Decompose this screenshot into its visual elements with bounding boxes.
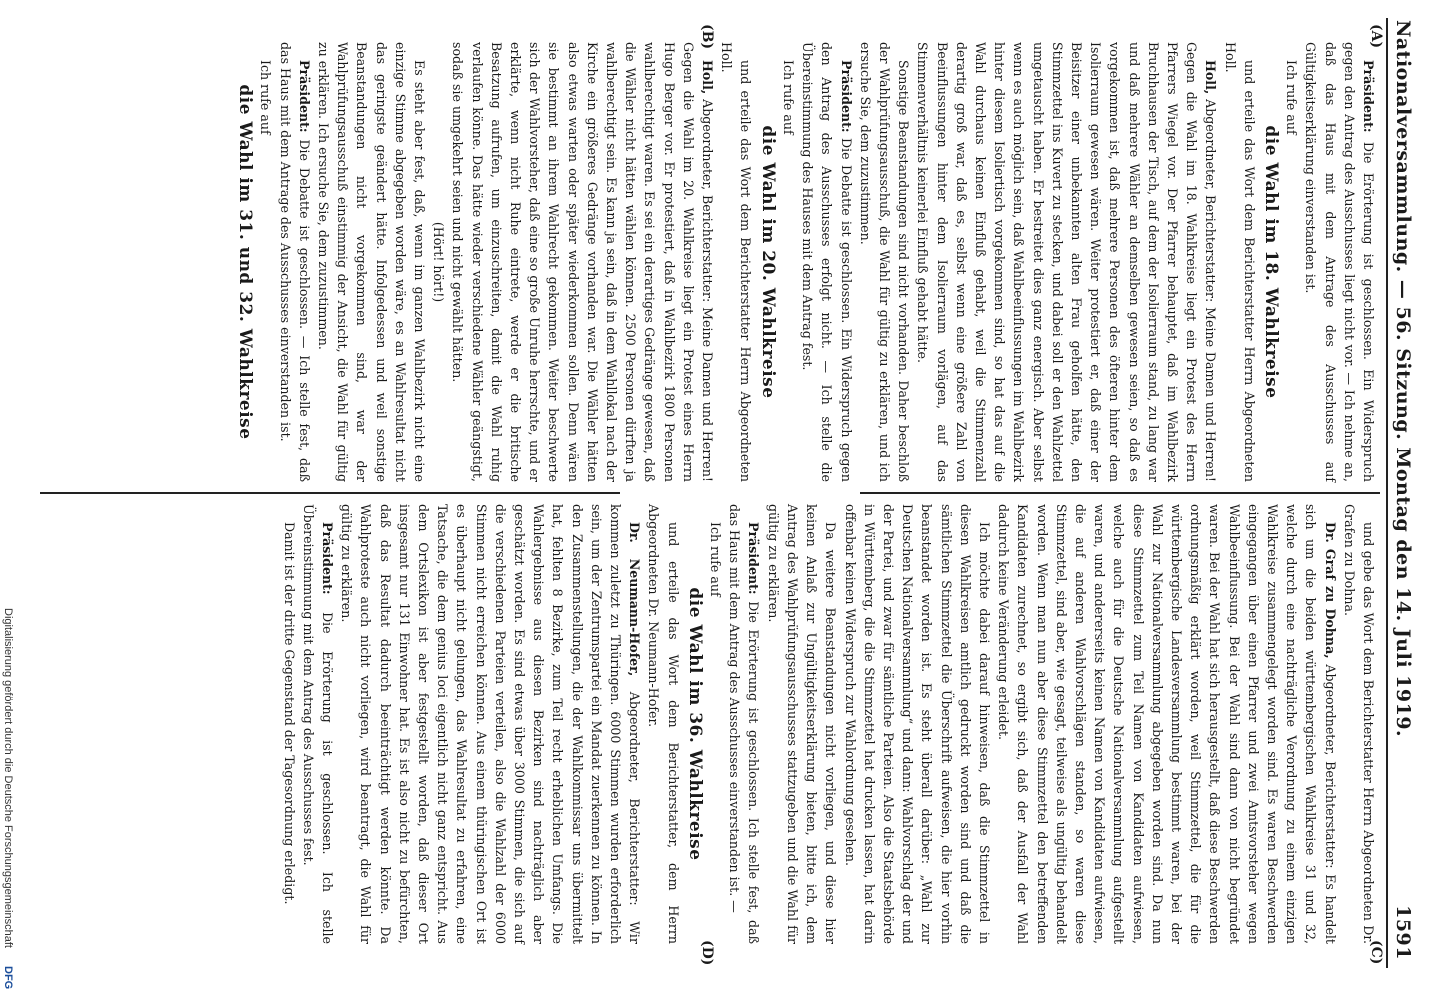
paragraph: und erteile das Wort dem Berichterstatter Herrn Abgeordneten Holl. — [1222, 42, 1257, 482]
interjection: (Hört! hört!) — [431, 221, 447, 303]
speaker-label: Präsident: — [838, 60, 854, 133]
speaker-label: Dr. Graf zu Dohna, — [1322, 522, 1338, 659]
paragraph: Ich rufe auf — [1284, 60, 1300, 135]
paragraph: und erteile das Wort dem Berichterstatter Herrn Abgeordneten Holl. — [719, 42, 754, 482]
paragraph: Damit ist der dritte Gegenstand der Tagesordnung erledigt. — [281, 522, 297, 905]
marker-a: (A) — [1368, 24, 1384, 49]
paragraph: Die Erörterung ist geschlossen. Ich stelle Übereinstimmung mit dem Antrag des Ausschusses fest. — [300, 504, 336, 944]
paragraph: Die Debatte ist geschlossen. Ein Widerspruch gegen den Antrag des Ausschusses erfolgt nicht. — Ich stelle die Übereinstimmung des Hauses mit dem Antrag fest. — [800, 42, 854, 482]
speaker-label: Dr. Neumann-Hofer, — [627, 522, 643, 677]
dfg-logo: DFG — [2, 966, 14, 990]
paragraph: Ich rufe auf — [258, 60, 274, 135]
paragraph: Die Erörterung ist geschlossen. Ich stelle fest, daß das Haus mit dem Antrag des Ausschusses einverstanden ist. — — [727, 504, 762, 944]
marker-b: (B) — [699, 24, 715, 50]
section-heading: die Wahl im 18. Wahlkreise — [1260, 125, 1281, 399]
page-header — [1388, 20, 1418, 960]
speaker-label: Präsident: — [320, 522, 336, 595]
column-divider-right — [860, 492, 1380, 494]
right-column — [38, 504, 1378, 944]
column-divider — [40, 492, 620, 494]
paragraph: Die Debatte ist geschlossen. — Ich stelle fest, daß das Haus mit dem Antrage des Ausschusses einverstanden ist. — [277, 42, 312, 482]
paragraph: Es steht aber fest, daß, wenn im ganzen Wahlbezirk nicht eine einzige Stimme abgegeben worden wäre, es an Wahlresultat nicht das geringste geändert hätte. Infolgedessen und weil sonstige Beanstandungen nicht vorgekommen sind, war der Wahlprüfungsausschuß einstimmig der Ansicht, die Wahl für gültig zu erklären. Ich ersuche Sie, dem zuzustimmen. — [316, 42, 428, 482]
paragraph: Abgeordneter, Berichterstatter: Meine Damen und Herren! Gegen die Wahl im 18. Wahlkreise liegt ein Protest des Herrn Pfarrers Wiegel vor. Der Pfarrer behauptet, daß im Wahlbezirk Bruchhausen der Tisch, auf dem der Isolierraum stand, zu lang war und daß mehrere Wähler an demselben gewesen seien, so daß es vorgekommen ist, daß mehrere Personen des öfteren hinter dem Isolierraum gewesen wären. Weiter protestiert er, daß einer der Beisitzer einer unbekannten alten Frau geholfen hätte, den Stimmzettel ins Kuvert zu stecken, und dabei soll er den Wahlzettel umgetauscht haben. Er bestreitet dies ganz energisch. Aber selbst wenn es auch möglich sein, daß Wahlbeeinflussungen im Wahlbezirk hinter diesem Isoliertisch vorgekommen sind, so hat das auf die Wahl durchaus keinen Einfluß gehabt, weil die Stimmenzahl derartig groß war, daß es, selbst wenn eine größere Zahl von Beeinflussungen hinter dem Isolierraum vorlägen, auf das Stimmenverhältnis keinerlei Einfluß gehabt hätte. — [915, 42, 1219, 482]
paragraph: Sonstige Beanstandungen sind nicht vorhanden. Daher beschloß der Wahlprüfungsausschuß, die Wahl für gültig zu erklären, und ich ersuche Sie, dem zuzustimmen. — [857, 42, 912, 482]
paragraph: Ich rufe auf — [708, 522, 724, 597]
section-heading: die Wahl im 20. Wahlkreise — [757, 125, 778, 399]
section-heading: die Wahl im 36. Wahlkreise — [684, 587, 705, 861]
speaker-label: Präsident: — [746, 522, 762, 595]
header-rule — [1386, 18, 1388, 968]
paragraph: Ich möchte dabei darauf hinweisen, daß die Stimmzettel in diesen Wahlkreisen amtlich gedruckt worden sind und daß die sämtlichen Stimmzettel die Überschrift aufweisen, die hier vorhin beanstandet worden ist. Es steht überall darüber: „Wahl zur Deutschen Nationalversammlung“ und dann: Wahlvorschlag der und der Partei, und zwar für sämtliche Parteien. Also die Staatsbehörde in Württemberg, die die Stimmzettel hat drucken lassen, hat darin offenbar keinen Widerspruch zur Wahlordnung gesehen. — [842, 504, 992, 944]
speaker-label: Holl, — [1203, 60, 1219, 95]
paragraph: Da weitere Beanstandungen nicht vorliegen, und diese hier keinen Anlaß zur Ungültigkeitserklärung bieten, bitte ich, dem Antrag des Wahlprüfungsausschusses stattzugeben und die Wahl für gültig zu erklären. — [765, 504, 839, 944]
header-title: Nationalversammlung. — 56. Sitzung. Montag den 14. Juli 1919. — [1392, 20, 1414, 738]
page-number: 1591 — [1392, 905, 1414, 960]
speaker-label: Präsident: — [1361, 60, 1376, 133]
paragraph: und erteile das Wort dem Berichterstatter, dem Herrn Abgeordneten Dr. Neumann-Hofer. — [646, 504, 681, 944]
paragraph: Abgeordneter, Berichterstatter: Es handelt sich um die beiden württembergischen Wahlkreise 31 und 32, welche durch eine nachträgliche Verordnung zu einem einzigen Wahlkreise zusammengelegt worden sind. Es waren Beschwerden eingegangen über einen Pfarrer und zwei Amtsvorsteher wegen Wahlbeeinflussung. Bei der Wahl sind dann von nicht begründet waren. Bei der Wahl hat sich herausgestellt, daß diese Beschwerden ordnungsmäßig erklärt worden, weil Stimmzettel, die für die württembergische Landesversammlung bestimmt waren, bei der Wahl zur Nationalversammlung abgegeben worden sind. Da nun diese Stimmzettel zum Teil Namen von Kandidaten aufwiesen, welche auch für die Deutsche Nationalversammlung aufgestellt waren, und andererseits keinen Namen von Kandidaten aufwiesen, die auf anderen Wahlvorschlägen standen, so waren diese Stimmzettel, sind aber, wie gesagt, teilweise als ungültig behandelt worden. Wenn man nun aber diese Stimmzettel den betreffenden Kandidaten zurechnet, so ergibt sich, daß der Ausfall der Wahl dadurch keine Veränderung erleidet. — [996, 504, 1338, 944]
speaker-label: Präsident: — [296, 60, 312, 133]
funding-note: Digitalisierung gefördert durch die Deutsche Forschungsgemeinschaft — [2, 608, 14, 948]
paragraph: Abgeordneter, Berichterstatter: Wir kommen zuletzt zu Thüringen. 6000 Stimmen wurden erforderlich sein, um der Zentrumspartei ein Mandat zuerkennen zu können. In den Zusammenstellungen, die der Wahlkommissar uns übermittelt hat, fehlten 8 Bezirke, zum Teil recht erheblichen Umfangs. Die Wahlergebnisse aus diesen Bezirken sind nachträglich aber geschätzt worden. Es sind etwas über 3000 Stimmen, die sich auf die verschiedenen Parteien verteilen, also die Wahlzahl der 6000 Stimmen nicht erreichen können. Aus einem thüringischen Ort ist es überhaupt nicht gelungen, das Wahlresultat zu erfahren, eine Tatsache, die dem genius loci eigentlich nicht ganz entspricht. Aus dem Ortslexikon ist aber festgestellt worden, daß dieser Ort insgesamt nur 131 Einwohner hat. Es ist also nicht zu befürchten, daß das Resultat dadurch beeinträchtigt werden könnte. Da Wahlproteste auch nicht vorliegen, wird beantragt, die Wahl für gültig zu erklären. — [339, 504, 643, 944]
left-column — [38, 42, 1378, 482]
section-heading: die Wahl im 31. und 32. Wahlkreise — [235, 84, 256, 440]
marker-c: (C) — [1368, 940, 1384, 965]
marker-d: (D) — [699, 940, 715, 966]
speaker-label: Holl, — [700, 60, 716, 95]
paragraph: Ich rufe auf — [780, 60, 796, 135]
paragraph: Die Erörterung ist geschlossen. Ein Widerspruch gegen den Antrag des Ausschusses liegt nicht vor. — Ich nehme an, daß das Haus mit dem Antrage des Ausschusses auf Gültigkeitserklärung einverstanden ist. — [1303, 42, 1376, 482]
paragraph: Abgeordneter, Berichterstatter: Meine Damen und Herren! Gegen die Wahl im 20. Wahlkreise liegt ein Protest eines Herrn Hugo Berger vor. Er protestiert, daß in Wahlbezirk 1800 Personen wahlberechtigt waren. Es sei ein derartiges Gedränge gewesen, daß die Wähler nicht hätten wählen können. 2500 Personen dürften ja wahlberechtigt sein. Es kann ja sein, daß in dem Wahllokal nach der Kirche ein größeres Gedränge vorhanden war. Die Wähler hätten also etwas warten oder später wiederkommen sollen. Denn wären sie bestimmt an ihrem Wahlrecht gekommen. Weiter beschwerte sich der Wahlvorsteher, daß eine so große Unruhe herrschte, und er erklärte, wenn nicht Ruhe eintrete, werde er die britische Besatzung aufrufen, um einzuschreiten, damit die Wahl ruhig verlaufen könne. Das hätte wieder verschiedene Wähler geängstigt, sodaß sie umgekehrt seien und nicht gewählt hätten. — [450, 42, 716, 482]
paragraph: und gebe das Wort dem Berichterstatter Herrn Abgeordneten Dr. Grafen zu Dohna. — [1341, 504, 1376, 944]
